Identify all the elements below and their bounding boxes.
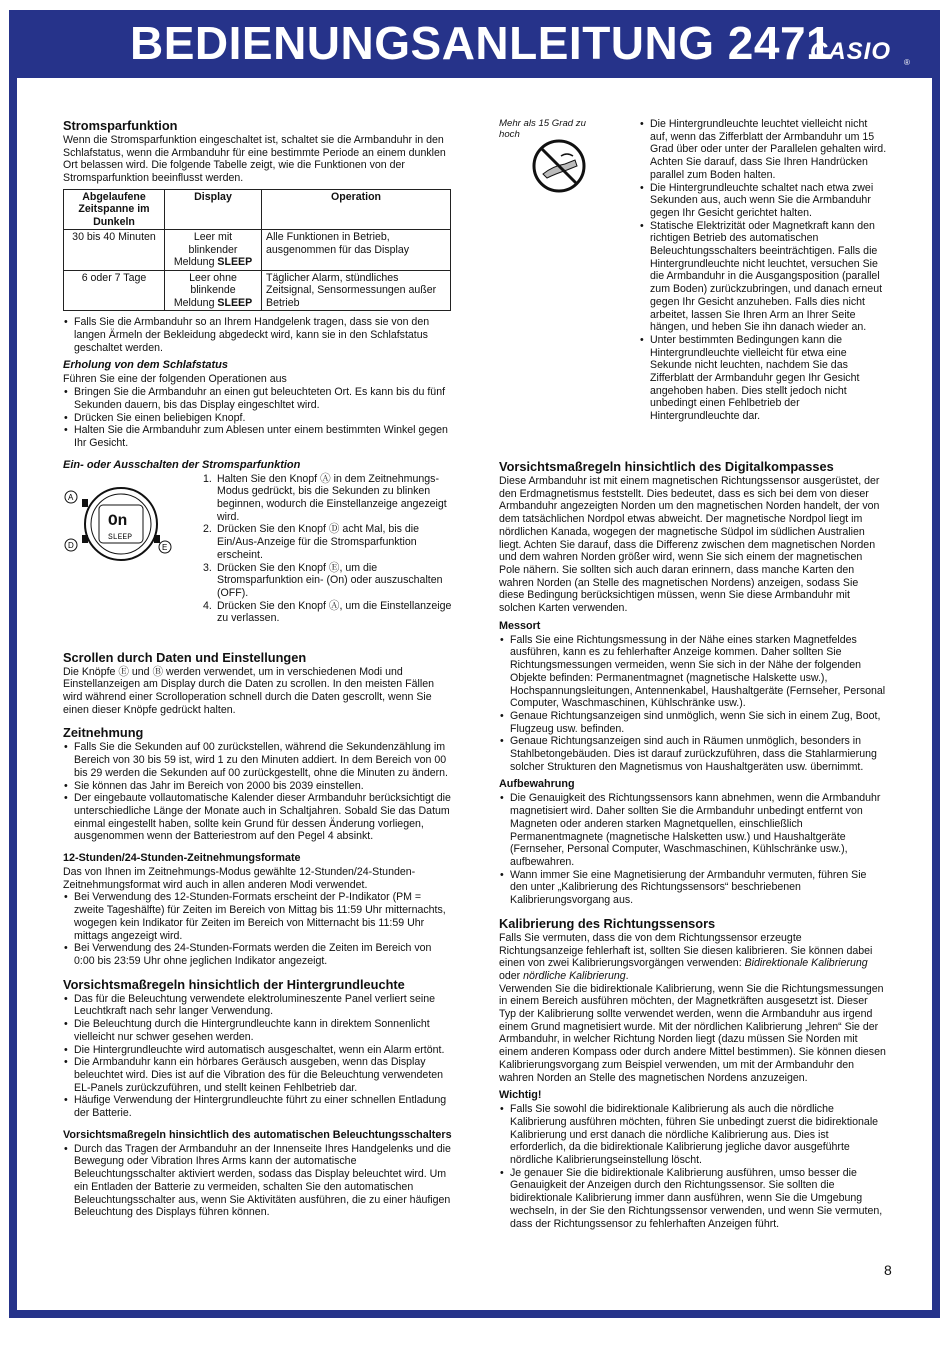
recovery-section <box>63 359 453 449</box>
list-item: • Bei Verwendung des 12-Stunden-Formats erscheint der P-Indikator (PM = zweite Tageshälfte) für Zeiten im Bereich von Mittag bis 11:59 Uhr mitternachts, wogegen kein Indikator für Zeiten im Bereich von Mitternacht bis 11:59 Uhr mittags angezeigt wird. <box>63 891 453 942</box>
step-item <box>203 600 453 625</box>
storage-section <box>499 778 886 906</box>
list-item: • Halten Sie die Armbanduhr zum Ablesen unter einem bestimmten Winkel gegen Ihr Gesicht. <box>63 424 453 449</box>
list-item: • Durch das Tragen der Armbanduhr an der Innenseite Ihres Handgelenks und die Bewegung oder Vibration Ihres Arms kann der automatische Beleuchtungsschalter aktiviert werden, sodass das Display beleuchtet wird. Um ein Entladen der Batterie zu vermeiden, schalten Sie den automatischen Beleuchtungsschalter aus, wenn Sie Aktivitäten ausführen, die zu einer häufigen Beleuchtung des Displays führen können. <box>63 1143 453 1219</box>
table-row <box>64 230 451 271</box>
list-item: • Statische Elektrizität oder Magnetkraft kann den richtigen Betrieb des automatischen Beleuchtungsschalters beeinträchtigen. Falls die Hintergrundleuchte nicht leuchtet, versuchen Sie die Armbanduhr in die Ausgangsposition (parallel zum Boden) zurückzubringen, und danach erneut gegen Ihr Gesicht anzuheben. Falls dies nicht arbeitet, lassen Sie Ihren Arm an Ihrer Seite hängen, und heben Sie ihn danach wieder an. <box>639 220 887 334</box>
scroll-section <box>63 650 453 717</box>
display-bold: SLEEP <box>217 256 253 269</box>
list-item: • Der eingebaute vollautomatische Kalender dieser Armbanduhr berücksichtigt die unterschiedliche Länge der Monate auch in Schaltjahren. Sobald Sie das Datum einmal eingestellt haben, sollte kein Grund für dessen Änderung vorliegen, ausgenommen wenn der Batteriestrom auf den Pegel 4 absinkt. <box>63 792 453 843</box>
auto-switch-section <box>63 1129 453 1219</box>
list-item: • Genaue Richtungsanzeigen sind unmöglich, wenn Sie sich in einem Zug, Boot, Flugzeug usw. befinden. <box>499 710 886 735</box>
calibration-text2: Verwenden Sie die bidirektionale Kalibrierung, wenn Sie die Richtungsmessungen in einem Bereich ausführen möchten, der Magnetkräften ausgesetzt ist. Dieser Typ der Kalibrierung sollte verwendet werden, wenn die Armbanduhr aus irgend einem Grund magnetisiert wurde. Mit der nördlichen Kalibrierung „lehren“ Sie der Armbanduhr, in welcher Richtung Norden liegt (dazu müssen Sie Norden mit einem anderen Kompass oder durch andere Mittel bestimmen). Sie können diesen Kalibrierungsvorgang zum Beispiel verwenden, um mit der Armbanduhr den wahren Norden an Stelle des magnetischen Nordens anzuzeigen. <box>499 982 886 1084</box>
calibration-text1-start: Falls Sie vermuten, dass die von dem Richtungssensor erzeugte Richtungsanzeige fehlerhaft ist, sollten Sie diesen kalibrieren. Sie können dabei einen von zwei Kalibrierungsvorgängen verwenden: <box>499 931 873 970</box>
button-e-label: E <box>162 542 168 552</box>
location-list <box>499 634 886 774</box>
table-cell: Täglicher Alarm, stündliches Zeitsignal, Sensormessungen außer Betrieb <box>262 270 451 311</box>
watch-illustration <box>63 479 173 569</box>
display-text: Leer mit blinkender Meldung <box>173 231 238 269</box>
compass-text: Diese Armbanduhr ist mit einem magnetischen Richtungssensor ausgerüstet, der den Erdmagnetismus feststellt. Dies bedeutet, dass es sich bei dem von dieser Armbanduhr angezeigten Norden um den magnetischen Norden handelt, der von dem tatsächlichen Nordpol etwas abweicht. Der magnetische Nordpol liegt im nördlichen Kanada, wogegen der magnetische Südpol im südlichen Australien liegt. Achten Sie darauf, dass die Differenz zwischen dem magnetischen Norden und dem wahren Norden größer wird, wenn Sie sich einem der magnetischen Pole nähern. Sie sollten sich auch daran erinnern, dass manche Karten den wahren Norden (an Stelle des magnetischen Nordens) anzeigen, sodass Sie diese Bedingung berücksichtigen müssen, wenn Sie diese Armbanduhr mit solchen Karten verwenden. <box>499 475 880 615</box>
list-item: • Die Armbanduhr kann ein hörbares Geräusch ausgeben, wenn das Display beleuchtet wird. Dies ist auf die Vibration des für die Beleuchtung verwendeten EL-Panels zurückzuführen, und stellt keinen Fehlbetrieb dar. <box>63 1056 453 1094</box>
angle-section <box>499 118 886 450</box>
location-heading: Messort <box>499 619 541 632</box>
list-item: • Falls Sie die Sekunden auf 00 zurückstellen, während die Sekundenzählung im Bereich von 30 bis 59 ist, wird 1 zu den Minuten addiert. In dem Bereich von 00 bis 29 werden die Sekunden auf 00 zurückgestellt, ohne die Minuten zu ändern. <box>63 741 453 779</box>
table-cell: Alle Funktionen in Betrieb, ausgenommen für das Display <box>262 230 451 271</box>
left-column <box>63 118 453 1219</box>
table-header: Display <box>165 189 262 230</box>
power-saving-table <box>63 189 451 312</box>
right-column <box>499 118 886 1230</box>
svg-text:On: On <box>108 511 128 530</box>
location-section <box>499 620 886 774</box>
list-item: • Je genauer Sie die bidirektionale Kalibrierung ausführen, umso besser die Genauigkeit der Anzeigen durch den Richtungssensor. Sie sollten die bidirektionale Kalibrierung immer dann ausführen, wenn Sie die Umgebung wechseln, in der Sie den Richtungssensor verwenden, und wenn Sie vermuten, dass der Richtungssensor zu fehlerhaften Anzeigen führt. <box>499 1167 886 1231</box>
list-item: • Die Hintergrundleuchte leuchtet vielleicht nicht auf, wenn das Zifferblatt der Armbanduhr um 15 Grad über oder unter der Parallelen gehalten wird. Achten Sie darauf, dass Sie Ihren Handrücken parallel zum Boden halten. <box>639 118 887 182</box>
calibration-mid: oder <box>499 969 521 982</box>
backlight-list <box>63 993 453 1120</box>
brand-logo: CASIO <box>810 38 892 65</box>
display-text: Leer ohne blinkende Meldung <box>173 271 237 309</box>
page-title: BEDIENUNGSANLEITUNG 2471 <box>130 17 833 69</box>
list-item: • Die Hintergrundleuchte schaltet nach etwa zwei Sekunden aus, auch wenn Sie die Armbanduhr gegen Ihr Gesicht gerichtet halten. <box>639 182 887 220</box>
table-cell: 30 bis 40 Minuten <box>64 230 165 271</box>
format-section <box>63 852 453 968</box>
table-cell: 6 oder 7 Tage <box>64 270 165 311</box>
timekeeping-list <box>63 741 453 843</box>
list-item: • Falls Sie die Armbanduhr so an Ihrem Handgelenk tragen, dass sie von den langen Ärmeln der Bekleidung abgedeckt wird, kann sie in den Schlafstatus geschaltet werden. <box>63 316 453 354</box>
recovery-intro: Führen Sie eine der folgenden Operationen aus <box>63 373 287 386</box>
recovery-heading: Erholung von dem Schlafstatus <box>63 359 229 372</box>
sleep-label: SLEEP <box>108 532 133 542</box>
compass-section <box>499 459 886 615</box>
list-item: • Falls Sie eine Richtungsmessung in der Nähe eines starken Magnetfeldes ausführen, kann es zu fehlerhafter Anzeige kommen. Daher sollten Sie Richtungsmessungen vermeiden, wenn Sie sich in der Nähe der folgenden Objekte befinden: Permanentmagnet (magnetische Halskette usw.), Hochspannungsleitungen, Antennenkabel, Haushaltgeräte (Fernseher, Personal Computer, Waschmaschinen, Kühlschränke usw.). <box>499 634 886 710</box>
power-saving-notes <box>63 316 453 354</box>
toggle-steps <box>203 473 453 625</box>
calibration-heading: Kalibrierung des Richtungssensors <box>499 915 716 931</box>
step-item <box>203 562 453 600</box>
power-saving-section <box>63 118 453 354</box>
step-number: 1. <box>203 472 212 485</box>
format-intro: Das von Ihnen im Zeitnehmungs-Modus gewählte 12-Stunden/24-Stunden-Zeitnehmungsformat wird auch in allen anderen Modi verwendet. <box>63 866 416 891</box>
button-d-label: D <box>68 540 74 550</box>
list-item: • Wann immer Sie eine Magnetisierung der Armbanduhr vermuten, führen Sie den unter „Kalibrierung des Richtungssensors“ beschriebenen Kalibrierungsvorgang aus. <box>499 869 886 907</box>
calibration-em1: Bidirektionale Kalibrierung <box>744 957 868 970</box>
step-number: 2. <box>203 523 212 536</box>
storage-heading: Aufbewahrung <box>499 778 575 791</box>
timekeeping-heading: Zeitnehmung <box>63 725 144 741</box>
button-a-label: A <box>68 492 74 502</box>
list-item: • Falls Sie sowohl die bidirektionale Kalibrierung als auch die nördliche Kalibrierung ausführen möchten, führen Sie unbedingt zuerst die bidirektionale Kalibrierung und erst danach die nördliche Kalibrierung aus. Dies ist erforderlich, da die bidirektionale Kalibrierung jegliche davor ausgeführte nördliche Kalibrierungseinstellung löscht. <box>499 1103 886 1167</box>
no-angle-icon <box>531 138 587 194</box>
list-item: • Bei Verwendung des 24-Stunden-Formats werden die Zeiten im Bereich von 0:00 bis 23:59 Uhr ohne jeglichen Indikator angezeigt. <box>63 942 453 967</box>
backlight-section <box>63 977 453 1120</box>
important-heading: Wichtig! <box>499 1089 542 1102</box>
calibration-text1: Falls Sie vermuten, dass die von dem Richtungssensor erzeugte Richtungsanzeige fehlerhaft ist, sollten Sie diesen kalibrieren. Sie können dabei einen von zwei Kalibrierungsvorgängen verwenden: Bidirektionale Kalibrierung oder nördliche Kalibrierung. <box>499 931 873 982</box>
calibration-em2: nördliche Kalibrierung <box>523 969 626 982</box>
recovery-list <box>63 386 453 450</box>
table-header: Operation <box>262 189 451 230</box>
auto-switch-heading: Vorsichtsmaßregeln hinsichtlich des automatischen Beleuchtungsschalters <box>63 1128 452 1141</box>
list-item: • Unter bestimmten Bedingungen kann die Hintergrundleuchte vielleicht für etwa eine Sekunde nicht leuchten, nachdem Sie das Zifferblatt der Armbanduhr gegen Ihr Gesicht angehoben haben. Dies stellt jedoch nicht unbedingt einen Fehlbetrieb der Hintergrundleuchte dar. <box>639 334 887 423</box>
backlight-heading: Vorsichtsmaßregeln hinsichtlich der Hintergrundleuchte <box>63 976 405 992</box>
list-item: • Genaue Richtungsanzeigen sind auch in Räumen unmöglich, besonders in Stahlbetongebäuden. Dies ist darauf zurückzuführen, dass die Stahlarmierung solcher Strukturen den Magnetismus von Haushaltgeräten usw. übernimmt. <box>499 735 886 773</box>
calibration-section <box>499 916 886 1084</box>
list-item: • Drücken Sie einen beliebigen Knopf. <box>63 412 453 425</box>
angle-list <box>639 118 887 423</box>
timekeeping-section <box>63 725 453 843</box>
step-number: 4. <box>203 599 212 612</box>
step-text: Drücken Sie den Knopf Ⓔ, um die Stromsparfunktion ein- (On) oder auszuschalten (OFF). <box>217 561 443 599</box>
page-number: 8 <box>884 1262 892 1278</box>
table-cell <box>165 270 262 311</box>
list-item: • Die Beleuchtung durch die Hintergrundleuchte kann in direktem Sonnenlicht vielleicht nur schwer gesehen werden. <box>63 1018 453 1043</box>
list-item: • Das für die Beleuchtung verwendete elektrolumineszente Panel verliert seine Leuchtkraft nach sehr langer Verwendung. <box>63 993 453 1018</box>
table-cell <box>165 230 262 271</box>
step-item <box>203 473 453 524</box>
list-item: • Häufige Verwendung der Hintergrundleuchte führt zu einer schnellen Entladung der Batterie. <box>63 1094 453 1119</box>
power-saving-intro: Wenn die Stromsparfunktion eingeschaltet ist, schaltet sie die Armbanduhr in den Schlafstatus, wenn die Armbanduhr für eine bestimmte Periode an einem dunklen Ort belassen wird. Die folgende Tabelle zeigt, wie die Funktionen von der Stromsparfunktion beeinflusst werden. <box>63 134 446 185</box>
list-item: • Bringen Sie die Armbanduhr an einen gut beleuchteten Ort. Es kann bis du fünf Sekunden dauern, bis das Display eingeschltet wird. <box>63 386 453 411</box>
toggle-steps-wrap <box>63 473 453 645</box>
step-text: Drücken Sie den Knopf Ⓓ acht Mal, bis die Ein/Aus-Anzeige für die Stromsparfunktion erscheint. <box>217 523 419 561</box>
step-item <box>203 523 453 561</box>
auto-switch-list <box>63 1143 453 1219</box>
angle-label: Mehr als 15 Grad zu hoch <box>499 118 586 140</box>
compass-heading: Vorsichtsmaßregeln hinsichtlich des Digitalkompasses <box>499 459 834 474</box>
toggle-heading: Ein- oder Ausschalten der Stromsparfunktion <box>63 458 301 471</box>
storage-list <box>499 792 886 906</box>
important-section <box>499 1089 886 1230</box>
scroll-heading: Scrollen durch Daten und Einstellungen <box>63 649 307 665</box>
registered-mark: ® <box>904 58 910 67</box>
step-number: 3. <box>203 561 212 574</box>
scroll-text: Die Knöpfe Ⓔ und Ⓑ werden verwendet, um in verschiedenen Modi und Einstellanzeigen am Display durch die Daten zu scrollen. In den meisten Fällen wird während einer Scrolloperation schnell durch die Daten gescrollt, wenn Sie einen dieser Knöpfe gedrückt halten. <box>63 665 434 716</box>
list-item: • Sie können das Jahr im Bereich von 2000 bis 2039 einstellen. <box>63 780 453 793</box>
table-row <box>64 270 451 311</box>
step-text: Halten Sie den Knopf Ⓐ in dem Zeitnehmungs-Modus gedrückt, bis die Sekunden zu blinken beginnen, wodurch die Einstellanzeige angezeigt wird. <box>217 472 447 523</box>
step-text: Drücken Sie den Knopf Ⓐ, um die Einstellanzeige zu verlassen. <box>217 599 452 625</box>
toggle-section <box>63 459 453 645</box>
list-item: • Die Genauigkeit des Richtungssensors kann abnehmen, wenn die Armbanduhr magnetisiert wird. Daher sollten Sie die Armbanduhr unbedingt entfernt von Magneten oder anderen starken Magnetquellen, einschließlich Permanentmagnete (magnetische Halsketten usw.) und Haushaltgeräte (Fernseher, Personal Computer, Waschmaschinen, Kühlschränke usw.), aufbewahren. <box>499 792 886 868</box>
display-bold: SLEEP <box>217 296 253 309</box>
list-item: • Die Hintergrundleuchte wird automatisch ausgeschaltet, wenn ein Alarm ertönt. <box>63 1044 453 1057</box>
important-list <box>499 1103 886 1230</box>
power-saving-heading: Stromsparfunktion <box>63 118 178 133</box>
table-header: Abgelaufene Zeitspanne im Dunkeln <box>64 189 165 230</box>
format-list <box>63 891 453 967</box>
format-heading: 12-Stunden/24-Stunden-Zeitnehmungsformate <box>63 852 301 865</box>
